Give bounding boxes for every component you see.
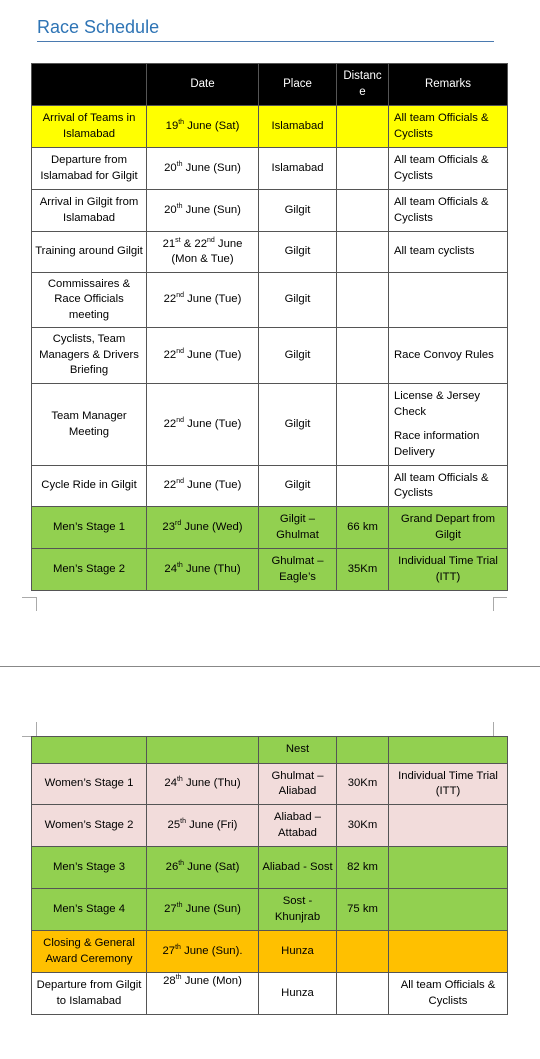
remarks-cell	[389, 737, 508, 764]
event-cell: Women’s Stage 1	[32, 764, 147, 805]
page-corner-mark	[493, 597, 507, 598]
distance-cell: 82 km	[337, 847, 389, 889]
date-cell: 24th June (Thu)	[147, 764, 259, 805]
place-cell: Hunza	[259, 931, 337, 973]
remarks-cell: Individual Time Trial (ITT)	[389, 764, 508, 805]
schedule-table-page1	[31, 63, 508, 591]
table-row	[32, 106, 508, 148]
place-cell: Ghulmat – Eagle’s	[259, 549, 337, 591]
date-cell: 23rd June (Wed)	[147, 507, 259, 549]
date-cell: 22nd June (Tue)	[147, 273, 259, 328]
event-cell: Team Manager Meeting	[32, 384, 147, 466]
remarks-cell: Race Convoy Rules	[389, 328, 508, 384]
place-cell: Gilgit – Ghulmat	[259, 507, 337, 549]
table-row	[32, 232, 508, 273]
remarks-cell: All team cyclists	[389, 232, 508, 273]
place-cell: Nest	[259, 737, 337, 764]
table-row	[32, 328, 508, 384]
remarks-cell	[389, 273, 508, 328]
distance-cell	[337, 737, 389, 764]
table-row	[32, 190, 508, 232]
table-row	[32, 737, 508, 764]
event-cell: Cyclists, Team Managers & Drivers Briefing	[32, 328, 147, 384]
distance-cell	[337, 232, 389, 273]
date-cell: 24th June (Thu)	[147, 549, 259, 591]
date-cell: 26th June (Sat)	[147, 847, 259, 889]
table-row	[32, 889, 508, 931]
page-corner-mark	[36, 722, 37, 736]
date-cell: 28th June (Mon)	[147, 973, 259, 1015]
date-cell: 22nd June (Tue)	[147, 328, 259, 384]
distance-cell: 35Km	[337, 549, 389, 591]
remarks-cell	[389, 805, 508, 847]
remarks-cell: All team Officials & Cyclists	[389, 973, 508, 1015]
header-distance: Distanc e	[337, 64, 389, 106]
event-cell: Arrival of Teams in Islamabad	[32, 106, 147, 148]
table-row	[32, 507, 508, 549]
place-cell: Aliabad - Sost	[259, 847, 337, 889]
place-cell: Gilgit	[259, 190, 337, 232]
place-cell: Islamabad	[259, 106, 337, 148]
header-place: Place	[259, 64, 337, 106]
date-cell	[147, 737, 259, 764]
remarks-cell: All team Officials & Cyclists	[389, 148, 508, 190]
event-cell: Men’s Stage 3	[32, 847, 147, 889]
table-row	[32, 384, 508, 466]
table-row	[32, 931, 508, 973]
distance-cell	[337, 273, 389, 328]
table-row	[32, 148, 508, 190]
place-cell: Ghulmat – Aliabad	[259, 764, 337, 805]
event-cell: Training around Gilgit	[32, 232, 147, 273]
table-row	[32, 973, 508, 1015]
page-corner-mark	[36, 597, 37, 611]
distance-cell	[337, 106, 389, 148]
remarks-cell	[389, 889, 508, 931]
remarks-cell: All team Officials & Cyclists	[389, 466, 508, 507]
remarks-cell: License & Jersey Check Race information Delivery	[389, 384, 508, 466]
distance-cell	[337, 148, 389, 190]
date-cell: 21st & 22nd June (Mon & Tue)	[147, 232, 259, 273]
remarks-cell: All team Officials & Cyclists	[389, 106, 508, 148]
distance-cell	[337, 190, 389, 232]
date-cell: 20th June (Sun)	[147, 190, 259, 232]
remarks-cell: Individual Time Trial (ITT)	[389, 549, 508, 591]
place-cell: Gilgit	[259, 273, 337, 328]
place-cell: Aliabad – Attabad	[259, 805, 337, 847]
distance-cell	[337, 384, 389, 466]
table-row	[32, 466, 508, 507]
table-row	[32, 764, 508, 805]
remarks-cell: Grand Depart from Gilgit	[389, 507, 508, 549]
date-cell: 27th June (Sun).	[147, 931, 259, 973]
remarks-cell: All team Officials & Cyclists	[389, 190, 508, 232]
place-cell: Gilgit	[259, 466, 337, 507]
event-cell	[32, 737, 147, 764]
place-cell: Sost - Khunjrab	[259, 889, 337, 931]
distance-cell: 66 km	[337, 507, 389, 549]
distance-cell	[337, 466, 389, 507]
event-cell: Men’s Stage 4	[32, 889, 147, 931]
distance-cell: 75 km	[337, 889, 389, 931]
distance-cell	[337, 328, 389, 384]
event-cell: Men’s Stage 2	[32, 549, 147, 591]
date-cell: 27th June (Sun)	[147, 889, 259, 931]
remarks-cell	[389, 931, 508, 973]
distance-cell	[337, 973, 389, 1015]
table-row	[32, 273, 508, 328]
title-rule	[37, 41, 494, 42]
event-cell: Cycle Ride in Gilgit	[32, 466, 147, 507]
page-title: Race Schedule	[37, 17, 160, 37]
event-cell: Arrival in Gilgit from Islamabad	[32, 190, 147, 232]
place-cell: Hunza	[259, 973, 337, 1015]
distance-cell: 30Km	[337, 805, 389, 847]
header-event	[32, 64, 147, 106]
date-cell: 25th June (Fri)	[147, 805, 259, 847]
date-cell: 20th June (Sun)	[147, 148, 259, 190]
header-remarks: Remarks	[389, 64, 508, 106]
header-date: Date	[147, 64, 259, 106]
table-row	[32, 805, 508, 847]
date-cell: 22nd June (Tue)	[147, 466, 259, 507]
page-corner-mark	[22, 597, 36, 598]
event-cell: Commissaires & Race Officials meeting	[32, 273, 147, 328]
distance-cell	[337, 931, 389, 973]
page-corner-mark	[493, 722, 494, 736]
date-cell: 22nd June (Tue)	[147, 384, 259, 466]
table-row	[32, 847, 508, 889]
schedule-table-page2	[31, 736, 508, 1015]
event-cell: Men’s Stage 1	[32, 507, 147, 549]
page-break	[0, 666, 540, 667]
event-cell: Women’s Stage 2	[32, 805, 147, 847]
event-cell: Closing & General Award Ceremony	[32, 931, 147, 973]
table-row	[32, 549, 508, 591]
date-cell: 19th June (Sat)	[147, 106, 259, 148]
place-cell: Gilgit	[259, 232, 337, 273]
distance-cell: 30Km	[337, 764, 389, 805]
event-cell: Departure from Gilgit to Islamabad	[32, 973, 147, 1015]
place-cell: Gilgit	[259, 384, 337, 466]
place-cell: Gilgit	[259, 328, 337, 384]
remarks-cell	[389, 847, 508, 889]
place-cell: Islamabad	[259, 148, 337, 190]
event-cell: Departure from Islamabad for Gilgit	[32, 148, 147, 190]
page-corner-mark	[493, 597, 494, 611]
